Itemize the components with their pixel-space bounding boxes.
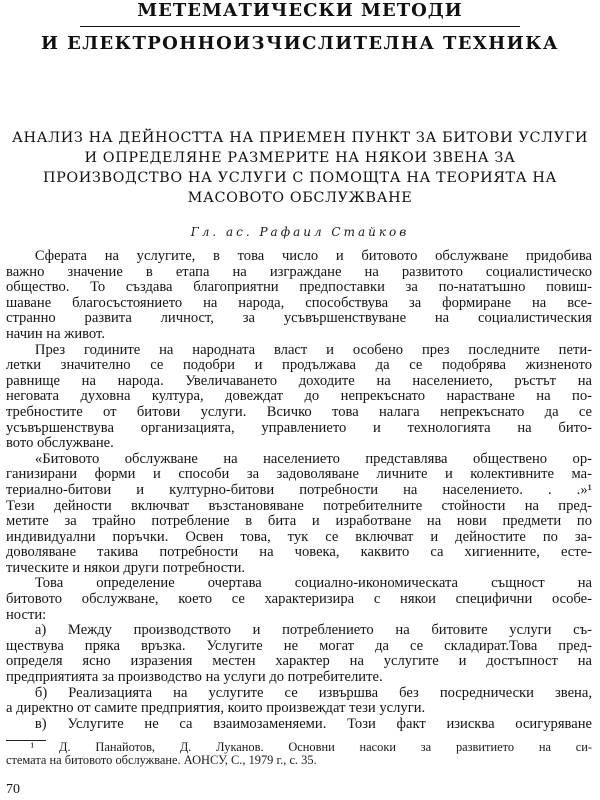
body-line: а) Между производството и потреблението на битовите услуги съ-	[34, 623, 592, 639]
body-line: метите за трайно потребление в бита и изработване на нови предмети по	[6, 514, 592, 530]
body-line: равнище на народа. Увеличаването доходите на населението, ръстът на	[6, 373, 592, 389]
footnote	[6, 741, 592, 767]
body-line: странно развита личност, за усъвършенствуване на социалистическия	[6, 311, 592, 327]
journal-section-header	[0, 0, 600, 55]
body-line: «Битовото обслужване на населението представлява обществено ор-	[34, 451, 592, 467]
body-line: неговата духовна култура, довеждат до непрекъснато нарастване на по-	[6, 389, 592, 405]
body-line: тическите и някои други потребности.	[6, 560, 246, 576]
body-line: летки значително се подобри и продължава да се подобрява жизненото	[6, 358, 592, 374]
body-line: ности:	[6, 607, 47, 623]
body-line: начин на живот.	[6, 326, 105, 342]
article-title-line: МАСОВОТО ОБСЛУЖВАНЕ	[187, 190, 413, 206]
body-line: общество. То създава благоприятни предпоставки за по-нататъшно повиш-	[6, 280, 592, 296]
body-line: Сферата на услугите, в това число и битовото обслужване придобива	[34, 249, 592, 264]
body-line: шаване благосъстоянието на народа, способствува за формиране на все-	[6, 295, 592, 311]
body-line: Това определение очертава социално-икономическата същност на	[34, 576, 592, 592]
article-author: Гл. ас. Рафаил Стайков	[190, 225, 410, 239]
footnote-line: ¹ Д. Панайотов, Д. Луканов. Основни насоки за развитието на си-	[30, 740, 592, 754]
body-line: Тези дейности включват възстановяване потребителните стойности на пред-	[6, 498, 592, 514]
article-title-line: ПРОИЗВОДСТВО НА УСЛУГИ С ПОМОЩТА НА ТЕОРИЯТА НА	[42, 170, 558, 186]
article-body	[6, 249, 592, 732]
article-title-line: АНАЛИЗ НА ДЕЙНОСТТА НА ПРИЕМЕН ПУНКТ ЗА БИТОВИ УСЛУГИ	[11, 130, 589, 146]
body-line: предприятията за производство на услуги до потребителите.	[6, 670, 383, 686]
section-title-line-2: И ЕЛЕКТРОННОИЗЧИСЛИТЕЛНА ТЕХНИКА	[41, 33, 559, 54]
body-line: През годините на народната власт и особено през последните пети-	[34, 342, 592, 358]
page-number: 70	[6, 782, 20, 797]
footnote-line: стемата на битовото обслужване. АОНСУ, С., 1979 г., с. 35.	[6, 753, 317, 767]
body-line: доволяване такива потребности на човека, каквито са хигиенните, есте-	[6, 545, 592, 561]
section-divider	[80, 26, 520, 27]
body-line: а директно от самите предприятия, които произвеждат тези услуги.	[6, 701, 426, 717]
body-line: ганизирани форми и способи за задоволяване личните и колективните ма-	[6, 467, 592, 483]
body-line: в) Услугите не са взаимозаменяеми. Този факт изисква осигуряване	[34, 716, 592, 732]
body-line: индивидуални поръчки. Освен това, тук се включват и дейностите по за-	[6, 529, 592, 545]
body-line: б) Реализацията на услугите се извършва без посреднически звена,	[34, 685, 592, 701]
section-title-line-1: МЕТЕМАТИЧЕСКИ МЕТОДИ	[137, 0, 463, 21]
article-title-line: И ОПРЕДЕЛЯНЕ РАЗМЕРИТЕ НА НЯКОИ ЗВЕНА ЗА	[84, 150, 516, 166]
body-line: усъвършенствува организацията, управлението и технологията на бито-	[6, 420, 592, 436]
article-title	[10, 128, 590, 208]
body-line: требностите от битови услуги. Всичко това налага непрекъснато да се	[6, 404, 592, 420]
body-line: битовото обслужване, което се характеризира с някои специфични особе-	[6, 592, 592, 608]
body-line: териално-битови и културно-битови потребности на населението. . .»¹	[6, 482, 592, 498]
body-line: ществува пряка връзка. Услугите не могат да се складират.Това пред-	[6, 638, 592, 654]
body-line: определя ясно изразения местен характер на услугите и достъпност на	[6, 654, 592, 670]
body-line: важно значение в етапа на изграждане на развитото социалистическо	[6, 264, 592, 280]
body-line: вото обслужване.	[6, 436, 114, 452]
